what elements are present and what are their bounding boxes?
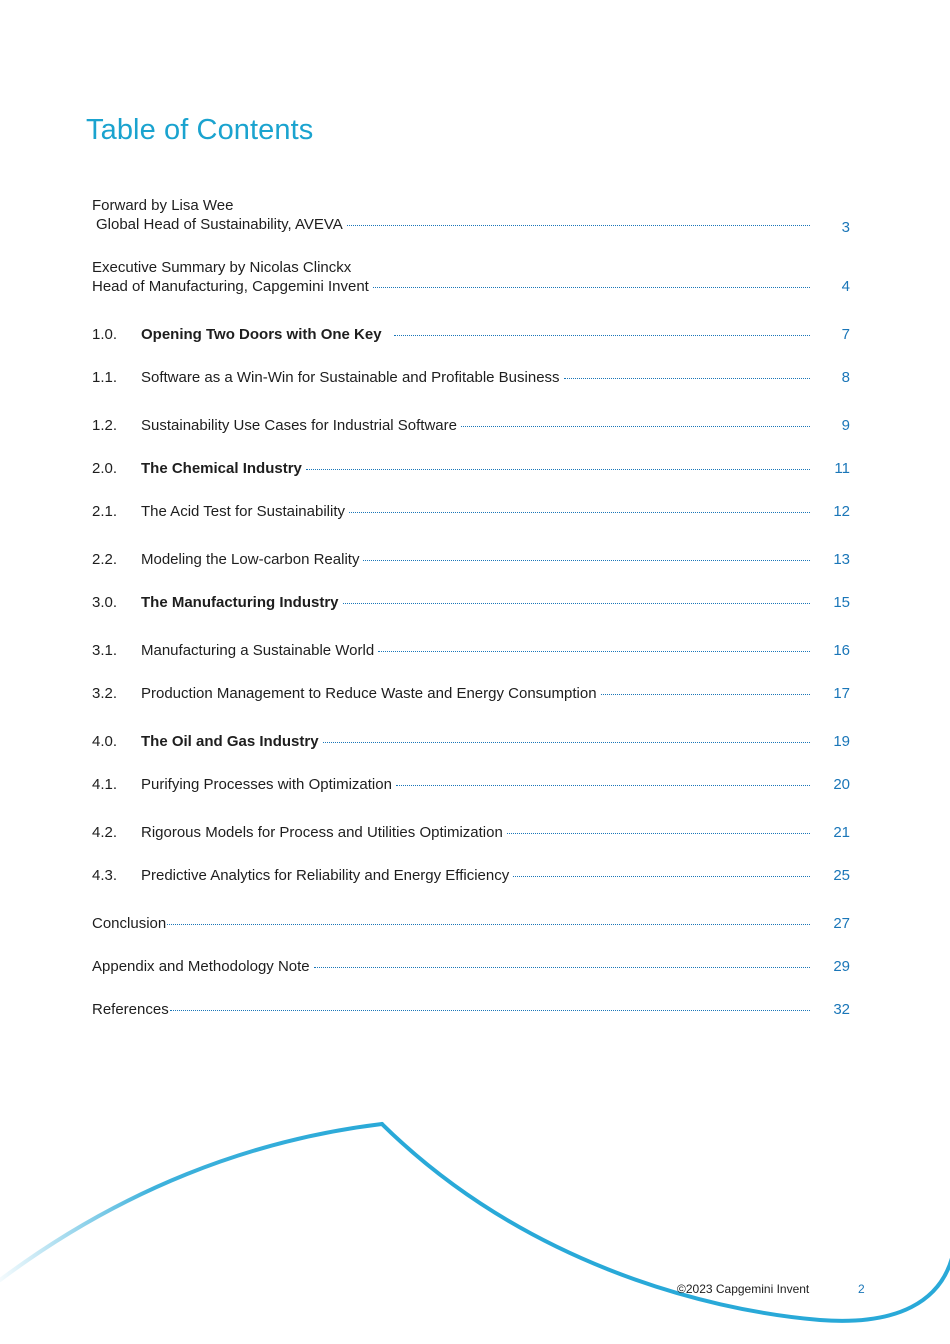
- toc-entry-label: Conclusion: [92, 915, 167, 932]
- toc-entry-label: The Acid Test for Sustainability: [141, 503, 345, 520]
- dot-leader: [461, 426, 810, 427]
- dot-leader: [170, 1010, 810, 1011]
- toc-entry-label: Head of Manufacturing, Capgemini Invent: [92, 278, 369, 295]
- toc-entry-conclusion[interactable]: [92, 914, 850, 933]
- footer-copyright: ©2023 Capgemini Invent: [677, 1282, 810, 1296]
- toc-entry-3-1[interactable]: [92, 641, 850, 660]
- toc-entry-3-2[interactable]: [92, 684, 850, 703]
- toc-entry-label: References: [92, 1001, 169, 1018]
- toc-page-number: 3: [841, 219, 850, 236]
- toc-section-number: 4.3.: [92, 867, 118, 884]
- toc-section-number: 3.2.: [92, 685, 118, 702]
- toc-page-number: 25: [833, 867, 850, 884]
- toc-page-number: 20: [833, 776, 850, 793]
- dot-leader: [349, 512, 810, 513]
- footer-page-number: 2: [858, 1282, 865, 1296]
- toc-entry-4-1[interactable]: [92, 775, 850, 794]
- toc-entry-2-2[interactable]: [92, 550, 850, 569]
- wave-left-curve: [0, 1124, 382, 1280]
- page-title: Table of Contents: [86, 114, 314, 146]
- toc-entry-label: Opening Two Doors with One Key: [141, 326, 382, 343]
- toc-page-number: 29: [833, 958, 850, 975]
- toc-entry-label: The Oil and Gas Industry: [141, 733, 319, 750]
- toc-section-number: 2.1.: [92, 503, 118, 520]
- decorative-wave: [0, 1100, 950, 1344]
- toc-entry-4-0[interactable]: [92, 732, 850, 751]
- dot-leader: [513, 876, 810, 877]
- toc-entry-3-0[interactable]: [92, 593, 850, 612]
- toc-section-number: 3.0.: [92, 594, 118, 611]
- toc-entry-label: The Manufacturing Industry: [141, 594, 339, 611]
- dot-leader: [363, 560, 810, 561]
- toc-entry-label: Software as a Win-Win for Sustainable and Profitable Business: [141, 369, 560, 386]
- toc-page-number: 4: [841, 278, 850, 295]
- toc-entry-1-2[interactable]: [92, 416, 850, 435]
- toc-section-number: 1.1.: [92, 369, 118, 386]
- dot-leader: [394, 335, 810, 336]
- toc-entry-label: Executive Summary by Nicolas Clinckx: [92, 259, 352, 276]
- toc-entry-label: Forward by Lisa Wee: [92, 197, 234, 214]
- dot-leader: [323, 742, 810, 743]
- dot-leader: [314, 967, 810, 968]
- dot-leader: [373, 287, 810, 288]
- toc-section-number: 1.2.: [92, 417, 118, 434]
- toc-entry-label: Rigorous Models for Process and Utilities Optimization: [141, 824, 503, 841]
- toc-entry-1-0[interactable]: [92, 325, 850, 344]
- toc-entry-appendix[interactable]: [92, 957, 850, 976]
- dot-leader: [378, 651, 810, 652]
- toc-entry-references[interactable]: [92, 1000, 850, 1019]
- toc-page-number: 21: [833, 824, 850, 841]
- toc-page-number: 11: [834, 460, 850, 477]
- toc-page-number: 19: [833, 733, 850, 750]
- toc-entry-label: Modeling the Low-carbon Reality: [141, 551, 360, 568]
- toc-section-number: 4.0.: [92, 733, 118, 750]
- toc-page-number: 12: [833, 503, 850, 520]
- toc-entry-2-1[interactable]: [92, 502, 850, 521]
- dot-leader: [396, 785, 810, 786]
- toc-page-number: 9: [841, 417, 850, 434]
- toc-page-number: 8: [841, 369, 850, 386]
- toc-section-number: 2.2.: [92, 551, 118, 568]
- toc-section-number: 4.2.: [92, 824, 118, 841]
- toc-section-number: 4.1.: [92, 776, 118, 793]
- toc-page-number: 13: [833, 551, 850, 568]
- toc-entry-forward[interactable]: [92, 196, 850, 234]
- toc-page-number: 16: [833, 642, 850, 659]
- dot-leader: [343, 603, 810, 604]
- toc-page-number: 32: [833, 1001, 850, 1018]
- toc-section-number: 2.0.: [92, 460, 118, 477]
- toc-entry-label: Predictive Analytics for Reliability and Energy Efficiency: [141, 867, 510, 884]
- toc-entry-label: Sustainability Use Cases for Industrial Software: [141, 417, 457, 434]
- dot-leader: [507, 833, 810, 834]
- toc-entry-label: Global Head of Sustainability, AVEVA: [96, 216, 343, 233]
- dot-leader: [347, 225, 810, 226]
- toc-page-number: 7: [841, 326, 850, 343]
- toc-entry-2-0[interactable]: [92, 459, 850, 478]
- toc-entry-label: Production Management to Reduce Waste and Energy Consumption: [141, 685, 597, 702]
- toc-entry-executive-summary[interactable]: [92, 258, 850, 296]
- dot-leader: [601, 694, 810, 695]
- toc-page-number: 15: [833, 594, 850, 611]
- dot-leader: [167, 924, 810, 925]
- toc-entry-label: Appendix and Methodology Note: [92, 958, 310, 975]
- toc-entry-4-2[interactable]: [92, 823, 850, 842]
- toc-entry-label: Purifying Processes with Optimization: [141, 776, 392, 793]
- toc-page-number: 17: [833, 685, 850, 702]
- toc-entry-label: The Chemical Industry: [141, 460, 302, 477]
- toc-page-number: 27: [833, 915, 850, 932]
- toc-entry-label: Manufacturing a Sustainable World: [141, 642, 375, 659]
- toc-entry-1-1[interactable]: [92, 368, 850, 387]
- dot-leader: [564, 378, 810, 379]
- toc-entry-4-3[interactable]: [92, 866, 850, 885]
- toc-section-number: 3.1.: [92, 642, 118, 659]
- toc-section-number: 1.0.: [92, 326, 118, 343]
- dot-leader: [306, 469, 810, 470]
